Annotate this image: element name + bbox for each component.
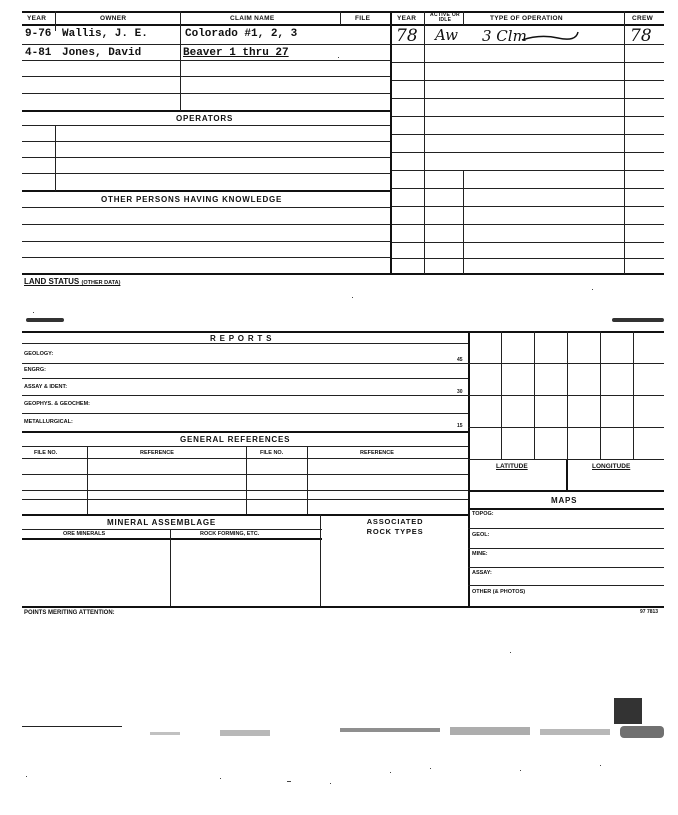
black-block <box>614 698 642 724</box>
report-engrg-label: ENGRG: <box>24 367 46 373</box>
operation-active: Aw <box>435 26 458 44</box>
mineral-assemblage-heading: MINERAL ASSEMBLAGE <box>107 518 217 527</box>
ref-file-no-header: FILE NO. <box>34 450 58 456</box>
reports-heading: R E P O R T S <box>210 334 273 343</box>
general-references-heading: GENERAL REFERENCES <box>180 435 291 444</box>
maps-topog: TOPOG: <box>472 511 494 517</box>
land-status-note: (OTHER DATA) <box>81 280 121 286</box>
ref-reference-header-2: REFERENCE <box>360 450 394 456</box>
other-persons-heading: OTHER PERSONS HAVING KNOWLEDGE <box>101 195 283 204</box>
longitude-label: LONGITUDE <box>592 463 631 470</box>
header-active-idle: ACTIVE OR IDLE <box>430 12 460 23</box>
report-geology-label: GEOLOGY: <box>24 351 54 357</box>
owner-row-2-year: 4-81 <box>25 47 52 59</box>
header-claim-name: CLAIM NAME <box>230 15 275 22</box>
header-year: YEAR <box>27 15 47 22</box>
ref-file-no-header-2: FILE NO. <box>260 450 284 456</box>
owner-row-2-claim: Beaver 1 thru 27 <box>183 47 289 59</box>
latitude-label: LATITUDE <box>496 463 528 470</box>
maps-mine: MINE: <box>472 551 488 557</box>
owner-row-1-claim: Colorado #1, 2, 3 <box>185 28 298 40</box>
smudge-right <box>612 318 664 322</box>
report-assay-label: ASSAY & IDENT: <box>24 384 68 390</box>
report-geophys-label: GEOPHYS. & GEOCHEM: <box>24 401 91 407</box>
report-metallurgical-label: METALLURGICAL: <box>24 419 73 425</box>
header-type-of-operation: TYPE OF OPERATION <box>490 15 563 22</box>
points-meriting-attention-label: POINTS MERITING ATTENTION: <box>24 610 115 616</box>
smudge-left <box>26 318 64 322</box>
owner-row-1-year: 9-76 <box>25 28 52 40</box>
associated-rock-types-heading: ASSOCIATED ROCK TYPES <box>366 517 424 536</box>
operators-heading: OPERATORS <box>176 114 234 123</box>
owner-row-2-owner: Jones, David <box>62 47 142 59</box>
handwriting-flourish <box>520 30 580 44</box>
land-status-label: LAND STATUS <box>24 277 80 286</box>
rock-forming-header: ROCK FORMING, ETC. <box>200 531 260 537</box>
maps-geol: GEOL: <box>472 532 490 538</box>
operation-crew: 78 <box>630 26 652 46</box>
report-assay-num: 30 <box>457 389 463 395</box>
operation-year: 78 <box>396 26 418 46</box>
header-crew: CREW <box>632 15 654 22</box>
form-number: 97 7813 <box>640 609 659 615</box>
header-year-2: YEAR <box>397 15 417 22</box>
ref-reference-header: REFERENCE <box>140 450 174 456</box>
header-file: FILE <box>355 15 371 22</box>
ore-minerals-header: ORE MINERALS <box>63 531 106 537</box>
maps-other: OTHER (& PHOTOS) <box>472 589 526 595</box>
header-owner: OWNER <box>100 15 127 22</box>
maps-heading: MAPS <box>551 496 578 505</box>
maps-assay: ASSAY: <box>472 570 492 576</box>
report-geology-num: 45 <box>457 357 463 363</box>
owner-row-1-owner: Wallis, J. E. <box>62 28 148 40</box>
land-status-heading <box>24 277 120 286</box>
operation-type: 3 Clm <box>482 27 527 45</box>
report-metallurgical-num: 15 <box>457 423 463 429</box>
